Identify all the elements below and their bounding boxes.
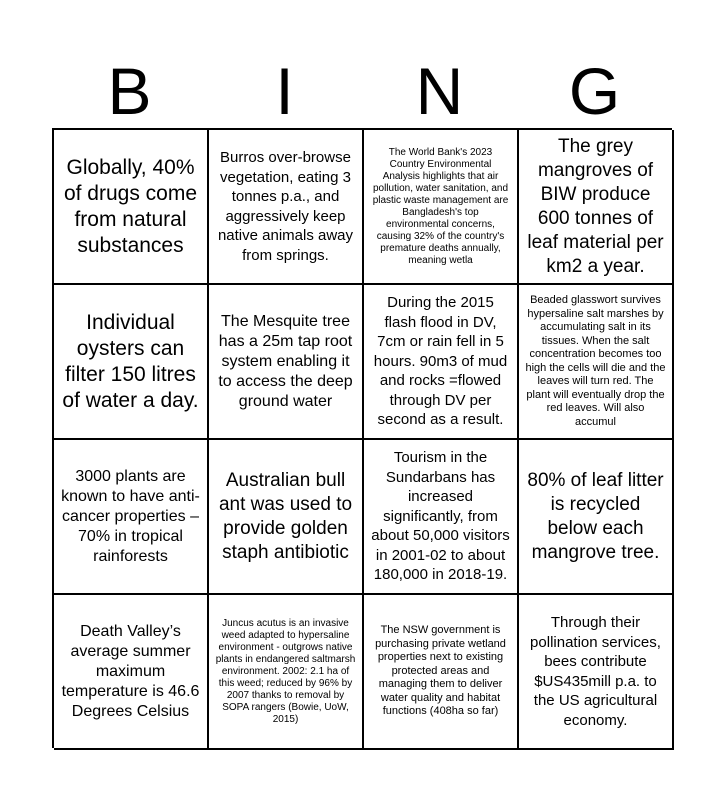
bingo-header [52, 56, 672, 126]
cell-text: The World Bank's 2023 Country Environmental Analysis highlights that air pollution, water sanitation, and plastic waste management are Bangladesh's top environmental concerns, causing 32% of the country's premature deaths annually, meaning wetla [372, 146, 509, 266]
bingo-cell-7[interactable] [364, 285, 519, 440]
cell-text: Individual oysters can filter 150 litres of water a day. [62, 310, 199, 412]
bingo-cell-1[interactable] [54, 130, 209, 285]
cell-text: 3000 plants are known to have anti-cancer properties – 70% in tropical rainforests [61, 467, 200, 565]
bingo-cell-11[interactable] [364, 440, 519, 595]
cell-text: Juncus acutus is an invasive weed adapted to hypersaline environment - outgrows native plants in endangered saltmarsh environment. 2002: 2.1 ha of this weed; reduced by 96% by 2007 thanks to removal by SOPA rangers (Bowie, UoW, 2015) [215, 617, 356, 725]
bingo-cell-15[interactable] [364, 595, 519, 750]
cell-text: The NSW government is purchasing private wetland properties next to existing protected areas and managing them to deliver water quality and habitat functions (408ha so far) [375, 624, 506, 718]
bingo-cell-5[interactable] [54, 285, 209, 440]
cell-text: 80% of leaf litter is recycled below each mangrove tree. [527, 469, 664, 563]
bingo-cell-9[interactable] [54, 440, 209, 595]
bingo-cell-2[interactable] [209, 130, 364, 285]
header-letter-b: B [107, 54, 152, 128]
bingo-cell-3[interactable] [364, 130, 519, 285]
bingo-cell-4[interactable] [519, 130, 674, 285]
header-letter-g: G [568, 54, 621, 128]
header-letter-n: N [415, 54, 464, 128]
cell-text: The Mesquite tree has a 25m tap root system enabling it to access the deep ground water [218, 312, 353, 410]
cell-text: Through their pollination services, bees contribute $US435mill p.a. to the US agricultural economy. [530, 614, 661, 729]
cell-text: Burros over-browse vegetation, eating 3 tonnes p.a., and aggressively keep native animals away from springs. [217, 149, 354, 264]
cell-text: The grey mangroves of BIW produce 600 tonnes of leaf material per km2 a year. [527, 135, 664, 277]
cell-text: During the 2015 flash flood in DV, 7cm or rain fell in 5 hours. 90m3 of mud and rocks =flowed through DV per second as a result. [373, 294, 508, 429]
bingo-cell-6[interactable] [209, 285, 364, 440]
bingo-cell-16[interactable] [519, 595, 674, 750]
cell-text: Globally, 40% of drugs come from natural substances [63, 155, 198, 257]
cell-text: Death Valley’s average summer maximum temperature is 46.6 Degrees Celsius [61, 622, 200, 720]
cell-text: Tourism in the Sundarbans has increased significantly, from about 50,000 visitors in 2001-02 to about 180,000 in 2018-19. [371, 449, 510, 584]
bingo-cell-12[interactable] [519, 440, 674, 595]
cell-text: Australian bull ant was used to provide golden staph antibiotic [218, 469, 353, 563]
bingo-cell-14[interactable] [209, 595, 364, 750]
bingo-cell-10[interactable] [209, 440, 364, 595]
bingo-board [52, 128, 672, 748]
bingo-cell-8[interactable] [519, 285, 674, 440]
cell-text: Beaded glasswort survives hypersaline salt marshes by accumulating salt in its tissues. When the salt concentration becomes too high the cells will die and the leaves will turn red. The plant will eventually drop the red leaves. Will also accumul [525, 294, 666, 428]
header-letter-i: I [275, 54, 294, 128]
bingo-cell-13[interactable] [54, 595, 209, 750]
